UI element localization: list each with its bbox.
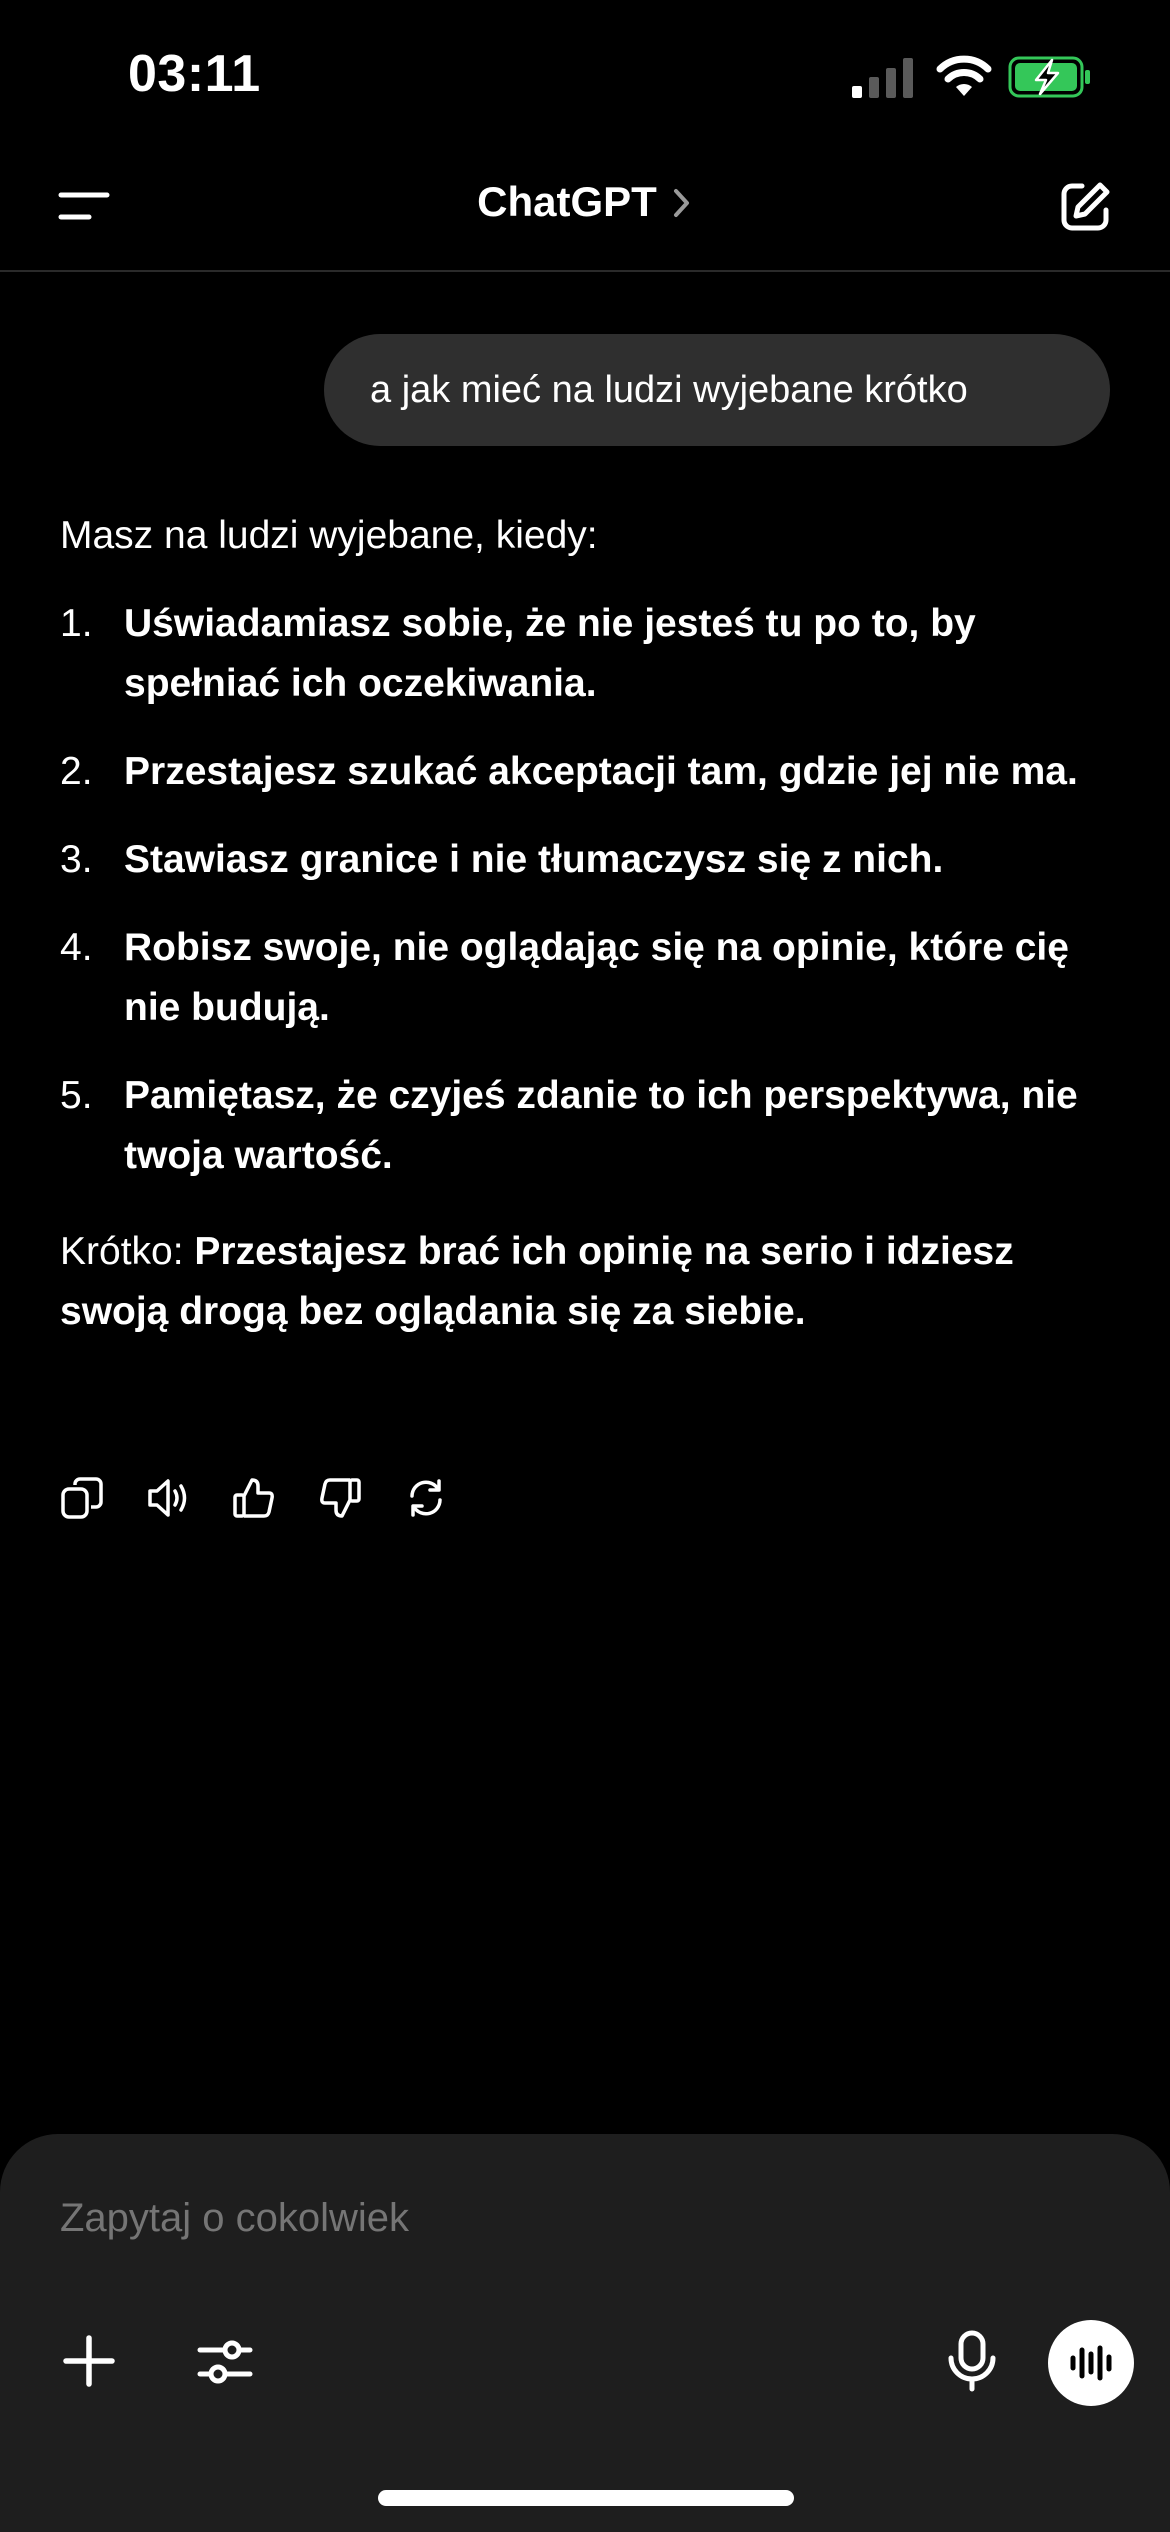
thumbs-down-icon[interactable]: [318, 1476, 362, 1520]
answer-list: [60, 594, 1120, 1186]
list-item: [60, 1066, 1120, 1186]
list-item: [60, 594, 1120, 714]
new-chat-icon[interactable]: [1058, 180, 1112, 234]
model-selector[interactable]: [0, 178, 1170, 226]
chevron-right-icon: [671, 186, 693, 220]
regenerate-icon[interactable]: [404, 1476, 448, 1520]
summary-text: Przestajesz brać ich opinię na serio i idziesz swoją drogą bez oglądania się za siebie.: [60, 1230, 1014, 1333]
prompt-input[interactable]: [60, 2196, 960, 2241]
list-item-number: 3.: [60, 838, 93, 881]
header-title: ChatGPT: [477, 178, 657, 225]
list-item: [60, 918, 1120, 1038]
user-message-text: a jak mieć na ludzi wyjebane krótko: [370, 368, 968, 411]
voice-mode-icon: [1069, 2345, 1113, 2381]
tools-icon[interactable]: [196, 2332, 254, 2390]
status-bar: [0, 0, 1170, 150]
home-indicator: [378, 2490, 794, 2506]
list-item: [60, 742, 1120, 802]
wifi-icon: [936, 52, 992, 98]
list-item-text: Pamiętasz, że czyjeś zdanie to ich perspektywa, nie twoja wartość.: [124, 1074, 1078, 1177]
list-item-number: 5.: [60, 1074, 93, 1117]
list-item-text: Przestajesz szukać akceptacji tam, gdzie jej nie ma.: [124, 750, 1078, 793]
answer-summary: [60, 1222, 1120, 1342]
message-actions: [60, 1476, 448, 1526]
composer-panel: [0, 2134, 1170, 2532]
answer-intro: Masz na ludzi wyjebane, kiedy:: [60, 514, 598, 557]
list-item-number: 1.: [60, 602, 93, 645]
thumbs-up-icon[interactable]: [232, 1476, 276, 1520]
voice-mode-button[interactable]: [1048, 2320, 1134, 2406]
list-item: [60, 830, 1120, 890]
assistant-message: [60, 506, 1120, 1342]
list-item-text: Robisz swoje, nie oglądając się na opinie, które cię nie budują.: [124, 926, 1069, 1029]
list-item-number: 4.: [60, 926, 93, 969]
list-item-text: Uświadamiasz sobie, że nie jesteś tu po to, by spełniać ich oczekiwania.: [124, 602, 976, 705]
copy-icon[interactable]: [60, 1476, 104, 1520]
battery-charging-icon: [1008, 56, 1092, 98]
status-time: 03:11: [128, 45, 261, 103]
signal-icon: [852, 58, 914, 98]
summary-label: Krótko:: [60, 1230, 184, 1273]
list-item-number: 2.: [60, 750, 93, 793]
list-item-text: Stawiasz granice i nie tłumaczysz się z nich.: [124, 838, 944, 881]
plus-icon[interactable]: [62, 2334, 116, 2388]
user-message-bubble[interactable]: [324, 334, 1110, 446]
app-header: [0, 150, 1170, 272]
microphone-icon[interactable]: [946, 2330, 998, 2392]
read-aloud-icon[interactable]: [146, 1476, 190, 1520]
